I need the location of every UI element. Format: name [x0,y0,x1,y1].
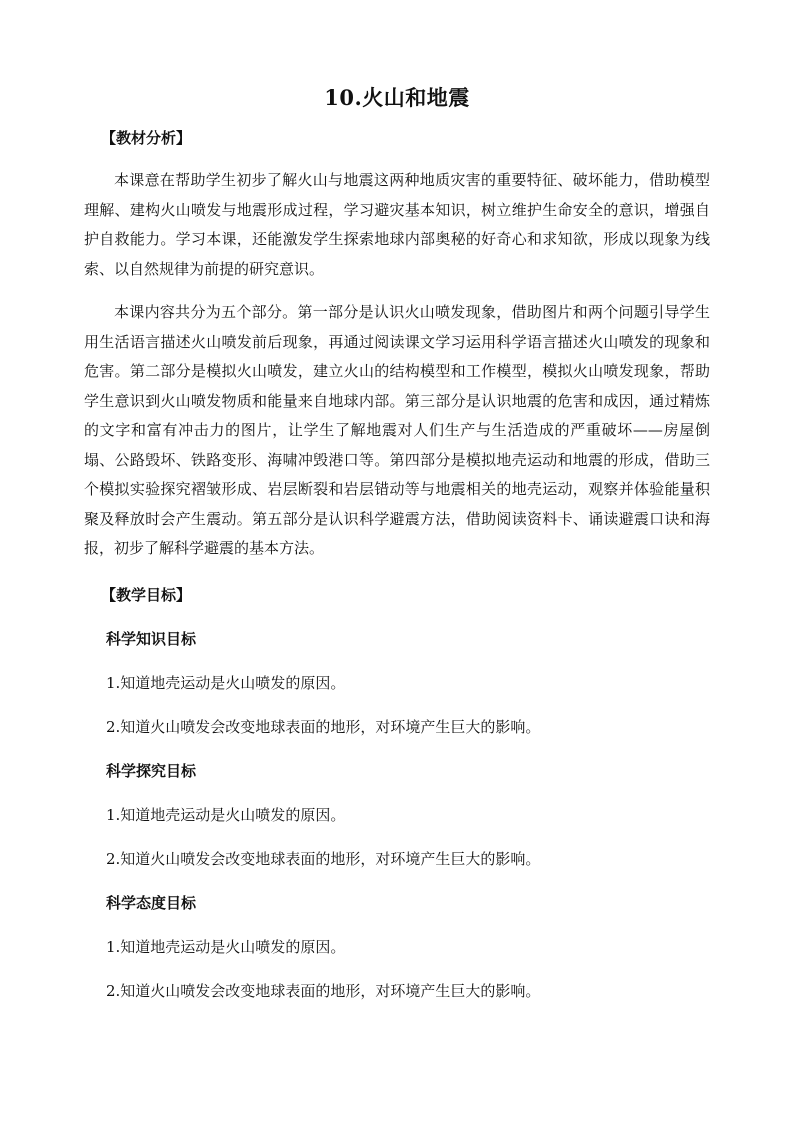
objective-group-inquiry [84,759,710,871]
objective-item: 1.知道地壳运动是火山喷发的原因。 [106,673,346,692]
analysis-heading: 【教材分析】 [101,129,192,147]
objective-group-title: 科学知识目标 [106,629,197,648]
objective-item: 2.知道火山喷发会改变地球表面的地形，对环境产生巨大的影响。 [106,849,541,868]
objectives-heading: 【教学目标】 [101,585,192,604]
objective-group-title: 科学态度目标 [106,893,197,912]
document-title: 10.火山和地震 [324,85,470,110]
analysis-section [84,126,710,564]
objective-item: 1.知道地壳运动是火山喷发的原因。 [106,937,346,956]
objective-item: 2.知道火山喷发会改变地球表面的地形，对环境产生巨大的影响。 [106,717,541,736]
objective-group-knowledge [84,627,710,739]
analysis-paragraph: 本课内容共分为五个部分。第一部分是认识火山喷发现象，借助图片和两个问题引导学生用生活语言描述火山喷发前后现象，再通过阅读课文学习运用科学语言描述火山喷发的现象和危害。第二部分是模拟火山喷发，建立火山的结构模型和工作模型，模拟火山喷发现象，帮助学生意识到火山喷发物质和能量来自地球内部。第三部分是认识地震的危害和成因，通过精炼的文字和富有冲击力的图片，让学生了解地震对人们生产与生活造成的严重破坏——房屋倒塌、公路毁坏、铁路变形、海啸冲毁港口等。第四部分是模拟地壳运动和地震的形成，借助三个模拟实验探究褶皱形成、岩层断裂和岩层错动等与地震相关的地壳运动，观察并体验能量积聚及释放时会产生震动。第五部分是认识科学避震方法，借助阅读资料卡、诵读避震口诀和海报，初步了解科学避震的基本方法。 [84,303,710,557]
analysis-paragraph: 本课意在帮助学生初步了解火山与地震这两种地质灾害的重要特征、破坏能力，借助模型理解、建构火山喷发与地震形成过程，学习避灾基本知识，树立维护生命安全的意识，增强自护自救能力。学习本课，还能激发学生探索地球内部奥秘的好奇心和求知欲，形成以现象为线索、以自然规律为前提的研究意识。 [84,171,710,278]
objective-group-attitude [84,891,710,1003]
objectives-section [84,583,710,1003]
objective-group-title: 科学探究目标 [106,761,197,780]
objective-item: 2.知道火山喷发会改变地球表面的地形，对环境产生巨大的影响。 [106,981,541,1000]
objective-item: 1.知道地壳运动是火山喷发的原因。 [106,805,346,824]
